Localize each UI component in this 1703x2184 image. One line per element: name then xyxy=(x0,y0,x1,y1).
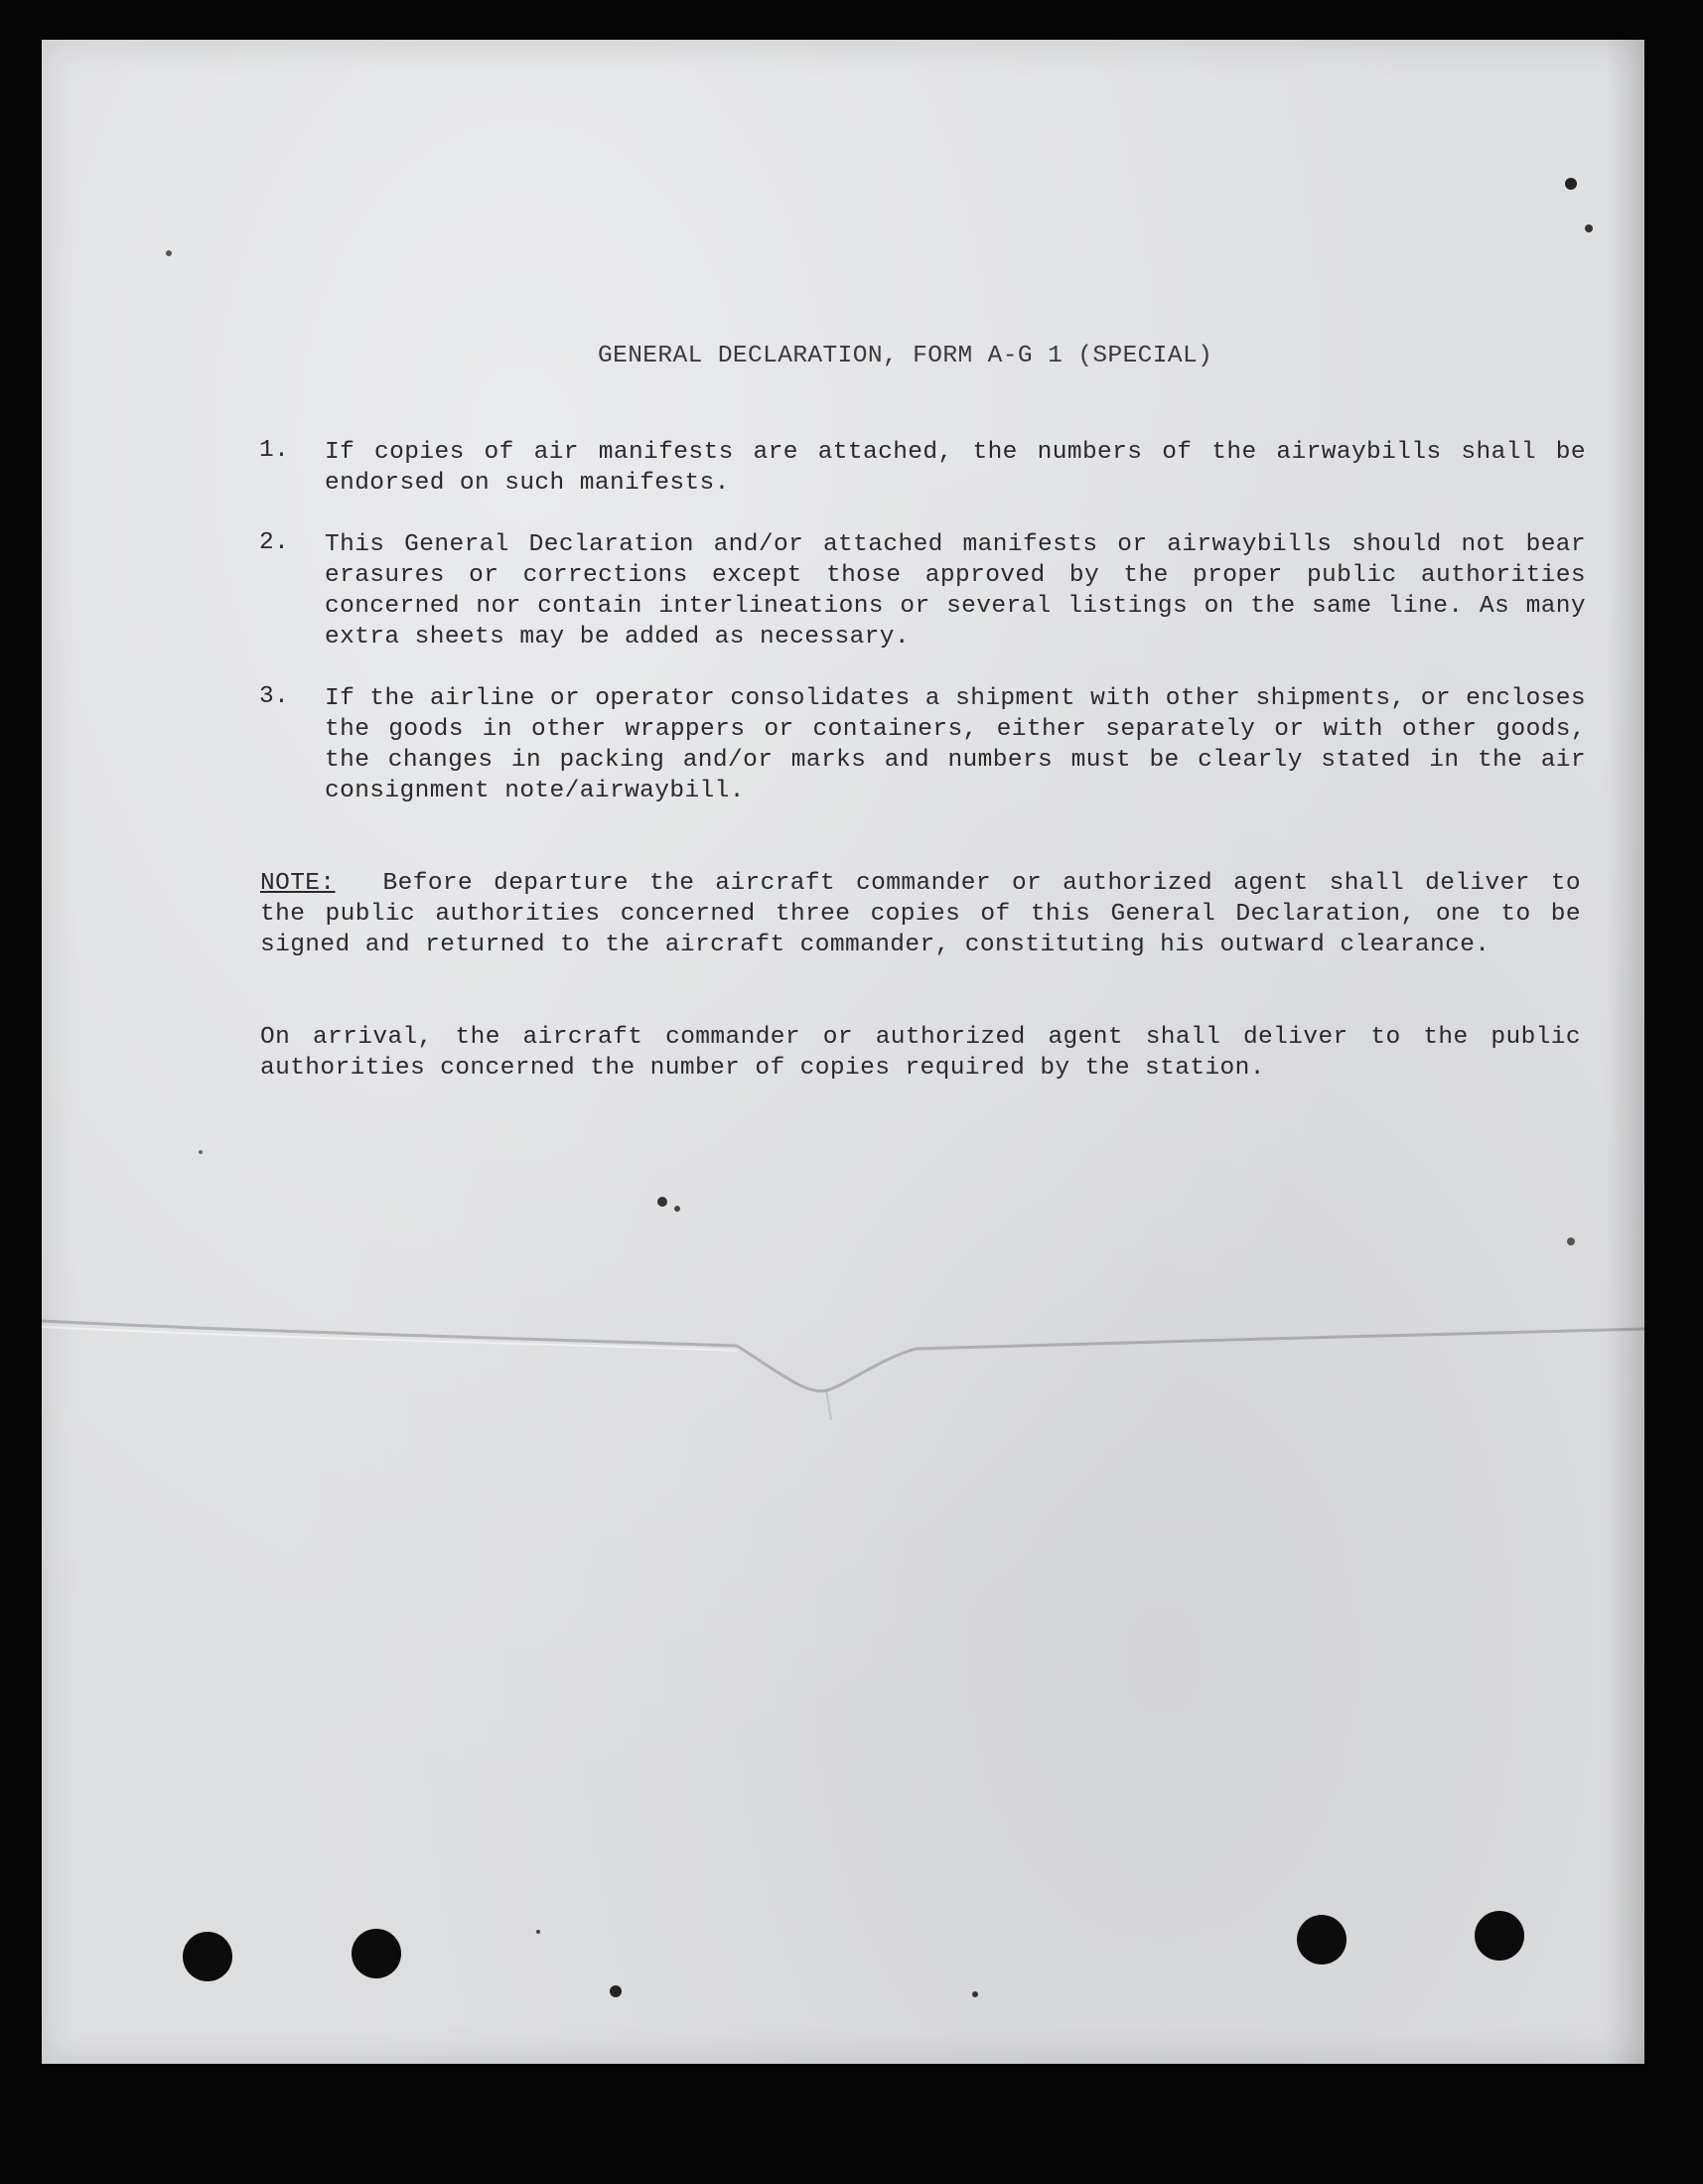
item-text: This General Declaration and/or attached manifests or airwaybills should not bear erasures or corrections except those approved by the proper public authorities concerned nor contain interlineations or several listings on the same line. As many extra sheets may be added as necessary. xyxy=(325,531,1586,651)
scan-specks xyxy=(42,40,1644,2064)
arrival-paragraph: On arrival, the aircraft commander or authorized agent shall deliver to the public authorities concerned the number of copies required by the station. xyxy=(260,1024,1581,1082)
item-number: 3. xyxy=(259,683,290,710)
document-title: GENERAL DECLARATION, FORM A-G 1 (SPECIAL) xyxy=(598,343,1213,369)
note-label: NOTE: xyxy=(260,870,336,897)
item-number: 2. xyxy=(259,529,290,556)
document-page xyxy=(42,40,1644,2064)
note-text: Before departure the aircraft commander or authorized agent shall deliver to the public authorities concerned three copies of this General Declaration, one to be signed and returned to the aircraft commander, constituting his outward clearance. xyxy=(260,870,1581,958)
item-text: If the airline or operator consolidates a shipment with other shipments, or encloses the goods in other wrappers or containers, either separately or with other goods, the changes in packing and/or marks and numbers must be clearly stated in the air consignment note/airwaybill. xyxy=(325,685,1586,804)
item-number: 1. xyxy=(259,437,290,464)
item-text: If copies of air manifests are attached, the numbers of the airwaybills shall be endorsed on such manifests. xyxy=(325,439,1586,497)
